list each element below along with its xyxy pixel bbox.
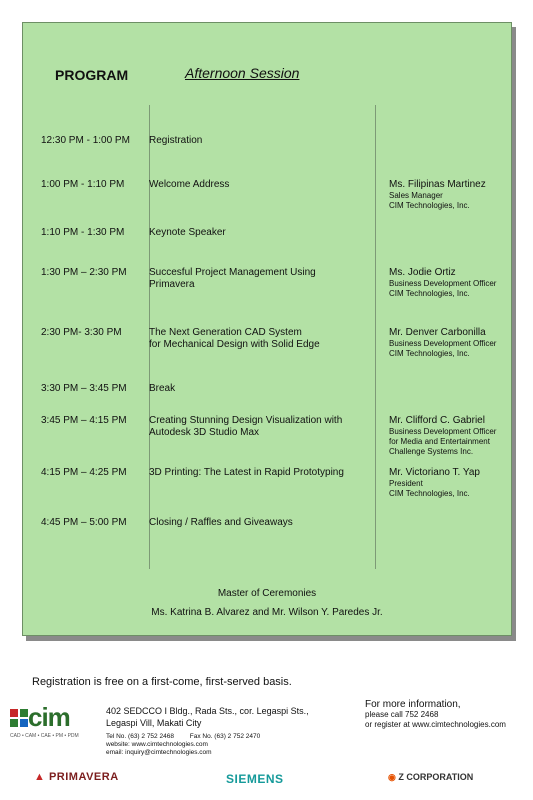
mc-names: Ms. Katrina B. Alvarez and Mr. Wilson Y. Paredes Jr. bbox=[151, 607, 383, 618]
schedule-time: 4:45 PM – 5:00 PM bbox=[41, 517, 127, 528]
primavera-logo-text: PRIMAVERA bbox=[48, 771, 119, 783]
speaker bbox=[389, 415, 509, 457]
program-card bbox=[22, 22, 512, 636]
speaker-name: Ms. Jodie Ortiz bbox=[389, 267, 456, 278]
schedule-time: 3:45 PM – 4:15 PM bbox=[41, 415, 127, 426]
cim-logo-text: cim bbox=[28, 702, 70, 732]
info-block bbox=[365, 699, 506, 730]
schedule-event: Registration bbox=[149, 135, 203, 146]
schedule-event: Succesful Project Management Using Primavera bbox=[149, 267, 316, 290]
schedule-event: Creating Stunning Design Visualization with Autodesk 3D Studio Max bbox=[149, 415, 343, 438]
session-title: Afternoon Session bbox=[185, 65, 300, 81]
siemens-logo: SIEMENS bbox=[226, 772, 284, 786]
speaker bbox=[389, 179, 509, 211]
schedule-time: 4:15 PM – 4:25 PM bbox=[41, 467, 127, 478]
speaker-role: Sales Manager CIM Technologies, Inc. bbox=[389, 191, 470, 210]
schedule-time: 12:30 PM - 1:00 PM bbox=[41, 135, 130, 146]
cim-logo-icon bbox=[10, 709, 28, 727]
speaker bbox=[389, 267, 509, 299]
registration-note: Registration is free on a first-come, first-served basis. bbox=[32, 676, 292, 688]
speaker bbox=[389, 467, 509, 499]
speaker bbox=[389, 327, 509, 359]
fax-number: Fax No. (63) 2 752 2470 bbox=[189, 733, 261, 740]
contact-details bbox=[106, 733, 260, 757]
info-line: For more information, bbox=[365, 699, 461, 710]
tel-number: Tel No. (63) 2 752 2468 bbox=[106, 733, 174, 740]
email[interactable]: email: inquiry@cimtechnologies.com bbox=[106, 749, 212, 756]
program-title: PROGRAM bbox=[55, 67, 129, 83]
schedule-time: 1:00 PM - 1:10 PM bbox=[41, 179, 125, 190]
info-line: please call 752 2468 bbox=[365, 710, 439, 719]
website[interactable]: website: www.cimtechnologies.com bbox=[106, 741, 208, 748]
schedule-time: 1:30 PM – 2:30 PM bbox=[41, 267, 127, 278]
column-divider bbox=[375, 105, 376, 569]
cim-tagline: CAD • CAM • CAE • PM • PDM bbox=[10, 733, 79, 739]
speaker-role: Business Development Officer CIM Technologies, Inc. bbox=[389, 279, 497, 298]
speaker-name: Ms. Filipinas Martinez bbox=[389, 179, 486, 190]
schedule-event: The Next Generation CAD System for Mechanical Design with Solid Edge bbox=[149, 327, 320, 350]
speaker-role: Business Development Officer CIM Technologies, Inc. bbox=[389, 339, 497, 358]
primavera-logo: ▲ PRIMAVERA bbox=[34, 771, 119, 783]
zcorp-logo-text: Z CORPORATION bbox=[398, 772, 474, 782]
address-line: Legaspi Vill, Makati City bbox=[106, 718, 202, 728]
speaker-role: Business Development Officer for Media and Entertainment Challenge Systems Inc. bbox=[389, 427, 497, 456]
speaker-name: Mr. Denver Carbonilla bbox=[389, 327, 486, 338]
schedule-time: 3:30 PM – 3:45 PM bbox=[41, 383, 127, 394]
speaker-name: Mr. Clifford C. Gabriel bbox=[389, 415, 485, 426]
schedule-event: 3D Printing: The Latest in Rapid Prototyping bbox=[149, 467, 344, 478]
zcorp-logo: ◉ Z CORPORATION bbox=[388, 772, 474, 782]
schedule-event: Keynote Speaker bbox=[149, 227, 226, 238]
address bbox=[106, 705, 309, 729]
schedule-event: Welcome Address bbox=[149, 179, 230, 190]
mc-label: Master of Ceremonies bbox=[217, 588, 317, 599]
address-line: 402 SEDCCO I Bldg., Rada Sts., cor. Legaspi Sts., bbox=[106, 706, 309, 716]
speaker-name: Mr. Victoriano T. Yap bbox=[389, 467, 480, 478]
schedule-time: 2:30 PM- 3:30 PM bbox=[41, 327, 122, 338]
schedule-event: Closing / Raffles and Giveaways bbox=[149, 517, 293, 528]
schedule-event: Break bbox=[149, 383, 176, 394]
info-line: or register at www.cimtechnologies.com bbox=[365, 720, 506, 729]
cim-logo bbox=[10, 702, 92, 742]
schedule-time: 1:10 PM - 1:30 PM bbox=[41, 227, 125, 238]
speaker-role: President CIM Technologies, Inc. bbox=[389, 479, 470, 498]
